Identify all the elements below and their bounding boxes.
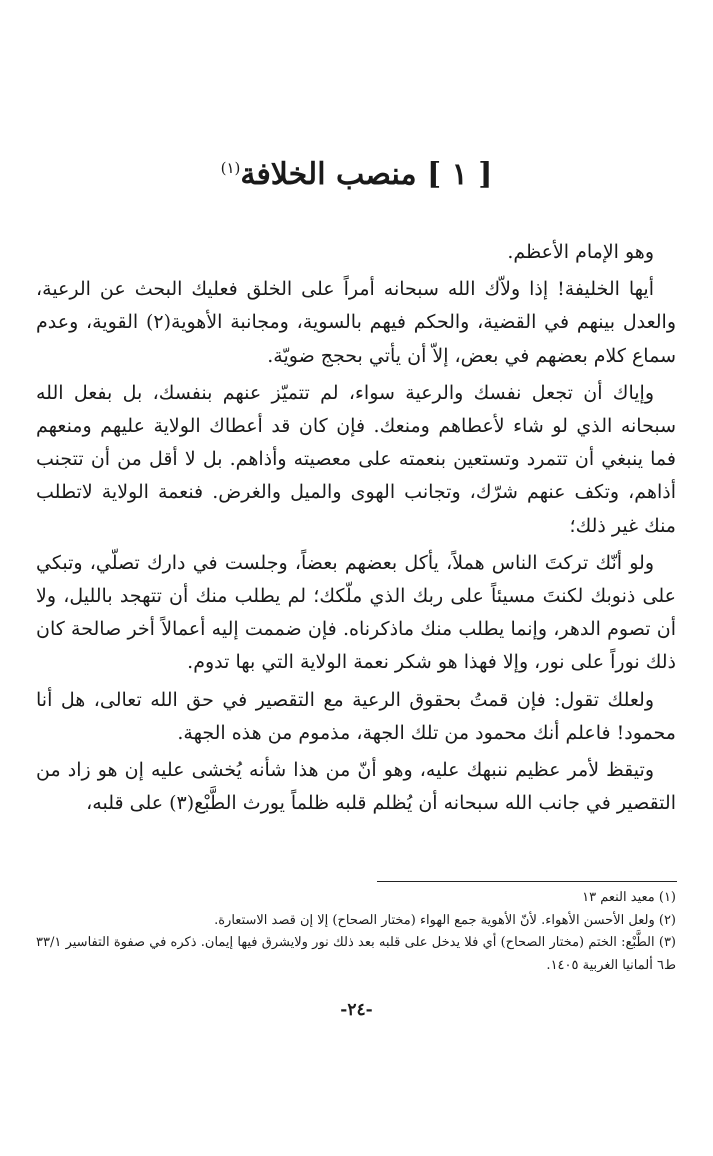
footnote-1: (١) معيد النعم ١٣ <box>582 890 676 905</box>
footnotes <box>36 887 676 977</box>
footnote-divider <box>377 881 677 882</box>
paragraph-3: وإياك أن تجعل نفسك والرعية سواء، لم تتميّز عنهم بنفسك، بل بفعل الله سبحانه الذي لو شاء لأعطاهم ومنعك. فإن كان قد أعطاك الولاية عليهم ومنعهم فما ينبغي أن تتمرد وتستعين بنعمته على معصيته وأذاهم. بل لا أقل من أن تتجنب أذاهم، وتكف عنهم شرّك، وتجانب الهوى والميل والغرض. فنعمة الولاية لاتطلب منك غير ذلك؛ <box>36 381 676 537</box>
paragraph-6: وتيقظ لأمر عظيم ننبهك عليه، وهو أنّ من هذا شأنه يُخشى عليه إن هو زاد من التقصير في جانب الله سبحانه أن يُظلم قلبه ظلماً يورث الطَّبْع(٣) على قلبه، <box>36 759 676 815</box>
title-footnote-ref: (١) <box>220 159 241 177</box>
chapter-title-text: [ ١ ] منصب الخلافة <box>240 157 493 192</box>
chapter-title <box>0 148 713 195</box>
footnote-2: (٢) ولعل الأحسن الأهواء. لأنّ الأهوية جمع الهواء (مختار الصحاح) إلا إن قصد الاستعارة. <box>214 912 676 928</box>
paragraph-2: أيها الخليفة! إذا ولاّك الله سبحانه أمراً على الخلق فعليك البحث عن الرعية، والعدل بينهم في القضية، والحكم فيهم بالسوية، ومجانبة الأهوية(٢) القوية، وعدم سماع كلام بعضهم في بعض، إلاّ أن يأتي بحجج ضويّة. <box>36 278 677 367</box>
paragraph-4: ولو أنّك تركتَ الناس هملاً، يأكل بعضهم بعضاً، وجلست في دارك تصلّي، وتبكي على ذنوبك لكنتَ مسيئاً على ربك الذي ملّكك؛ لم يطلب منك أن تتهجد بالليل، ولا أن تصوم الدهر، وإنما يطلب منك ماذكرناه. فإن ضممت إليه أعمالاً أخر صالحة كان ذلك نوراً على نور، وإلا فهذا هو شكر نعمة الولاية التي بها تدوم. <box>36 551 676 674</box>
main-text <box>36 236 676 824</box>
footnote-3: (٣) الطَّبْع: الختم (مختار الصحاح) أي فلا يدخل على قلبه بعد ذلك نور ولايشرق فيها إيمان. ذكره في صفوة التفاسير ٣٣/١ ط٦ ألمانيا الغربية ١٤٠٥. <box>36 935 676 973</box>
page-number: -٢٤- <box>340 1000 373 1020</box>
paragraph-5: ولعلك تقول: فإن قمتُ بحقوق الرعية مع التقصير في حق الله تعالى، هل أنا محمود! فاعلم أنك محمود من تلك الجهة، مذموم من هذه الجهة. <box>36 688 676 744</box>
paragraph-1: وهو الإمام الأعظم. <box>507 241 654 263</box>
